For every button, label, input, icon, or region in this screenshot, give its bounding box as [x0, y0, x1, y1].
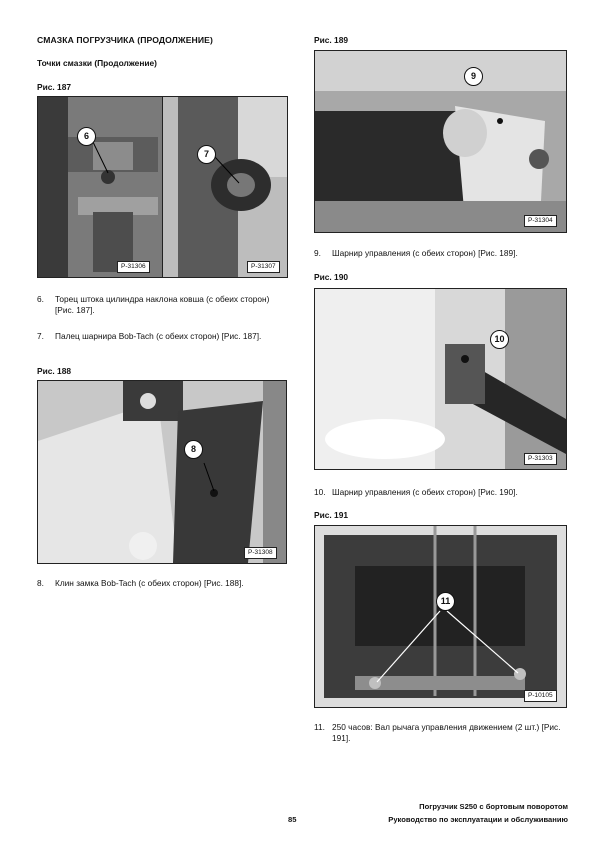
figure-label-191: Рис. 191 — [314, 510, 349, 520]
item-text: 250 часов: Вал рычага управления движением (2 шт.) [Рис. 191]. — [332, 722, 561, 743]
photo-191 — [314, 525, 567, 708]
item-number: 9. — [314, 248, 321, 258]
item-number: 11. — [314, 722, 325, 732]
photo-ref-188: P-31308 — [244, 547, 277, 559]
photo-190 — [314, 288, 567, 470]
item-text: Клин замка Bob-Tach (с обеих сторон) [Рис. 188]. — [55, 578, 244, 588]
photo-188 — [37, 380, 287, 564]
callout-10: 10 — [490, 330, 509, 349]
item-number: 8. — [37, 578, 44, 588]
item-number: 10. — [314, 487, 326, 497]
item-number: 7. — [37, 331, 44, 341]
figure-label-189: Рис. 189 — [314, 35, 349, 45]
photo-ref-189: P-31304 — [524, 215, 557, 227]
photo-187-left — [37, 96, 163, 278]
callout-6: 6 — [77, 127, 96, 146]
subsection-heading: Точки смазки (Продолжение) — [37, 58, 157, 68]
page-number: 85 — [288, 815, 297, 824]
photo-ref-191: P-10105 — [524, 690, 557, 702]
callout-7: 7 — [197, 145, 216, 164]
item-text: Шарнир управления (с обеих сторон) [Рис. 189]. — [332, 248, 518, 258]
photo-ref-187a: P-31306 — [117, 261, 150, 273]
callout-8: 8 — [184, 440, 203, 459]
callout-11: 11 — [436, 592, 455, 611]
figure-label-190: Рис. 190 — [314, 272, 349, 282]
item-number: 6. — [37, 294, 44, 304]
figure-label-187: Рис. 187 — [37, 82, 72, 92]
photo-ref-190: P-31303 — [524, 453, 557, 465]
photo-189 — [314, 50, 567, 233]
photo-ref-187b: P-31307 — [247, 261, 280, 273]
item-text: Шарнир управления (с обеих сторон) [Рис. 190]. — [332, 487, 518, 497]
item-text: Палец шарнира Bob-Tach (с обеих сторон) [Рис. 187]. — [55, 331, 262, 341]
section-heading: СМАЗКА ПОГРУЗЧИКА (ПРОДОЛЖЕНИЕ) — [37, 35, 213, 45]
item-text: Торец штока цилиндра наклона ковша (с обеих сторон) [Рис. 187]. — [55, 294, 270, 315]
footer-subtitle: Руководство по эксплуатации и обслуживанию — [388, 815, 568, 824]
callout-9: 9 — [464, 67, 483, 86]
photo-187-right — [162, 96, 288, 278]
figure-label-188: Рис. 188 — [37, 366, 72, 376]
footer-title: Погрузчик S250 с бортовым поворотом — [419, 802, 568, 811]
